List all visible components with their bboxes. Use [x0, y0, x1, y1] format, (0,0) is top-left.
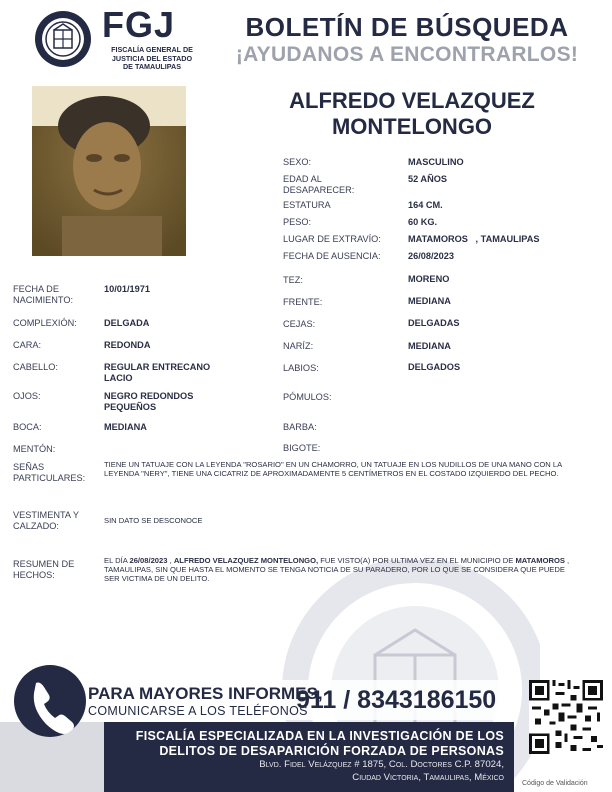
value-fecha-ausencia: 26/08/2023	[408, 251, 454, 261]
label-nariz: NARÍZ:	[283, 341, 314, 351]
phone-icon-circle	[14, 665, 86, 737]
label-cabello: CABELLO:	[13, 362, 58, 372]
value-cejas: DELGADAS	[408, 318, 460, 328]
value-lugar: MATAMOROS , TAMAULIPAS	[408, 234, 540, 244]
contact-phone[interactable]: 911 / 8343186150	[296, 686, 497, 714]
value-ojos: NEGRO REDONDOS PEQUEÑOS	[104, 391, 194, 412]
label-cara: CARA:	[13, 340, 42, 350]
value-estatura: 164 CM.	[408, 200, 443, 210]
label-menton: MENTÓN:	[13, 444, 56, 454]
label-tez: TEZ:	[283, 275, 303, 285]
label-lugar: LUGAR DE EXTRAVÍO:	[283, 234, 381, 244]
contact-label: COMUNICARSE A LOS TELÉFONOS	[88, 704, 308, 718]
bulletin-title: BOLETÍN DE BÚSQUEDA	[245, 12, 569, 42]
phone-icon	[14, 665, 86, 737]
value-peso: 60 KG.	[408, 217, 438, 227]
value-boca: MEDIANA	[104, 422, 147, 432]
label-estatura: ESTATURA	[283, 200, 331, 210]
fgj-emblem-icon	[34, 10, 92, 68]
label-nacimiento: FECHA DE NACIMIENTO:	[13, 284, 74, 305]
label-cejas: CEJAS:	[283, 319, 316, 329]
label-barba: BARBA:	[283, 422, 317, 432]
label-resumen: RESUMEN DE HECHOS:	[13, 559, 75, 580]
value-cabello: REGULAR ENTRECANO LACIO	[104, 362, 211, 383]
value-nacimiento: 10/01/1971	[104, 284, 150, 294]
value-nariz: MEDIANA	[408, 341, 451, 351]
value-vestimenta: SIN DATO SE DESCONOCE	[104, 516, 203, 525]
agency-name: FISCALÍA ESPECIALIZADA EN LA INVESTIGACIÓN DE LOS DELITOS DE DESAPARICIÓN FORZADA DE PERSONAS	[135, 729, 504, 758]
qr-caption: Código de Validación	[522, 780, 588, 787]
value-resumen: EL DÍA 26/08/2023 , ALFREDO VELAZQUEZ MONTELONGO, FUE VISTO(A) POR ULTIMA VEZ EN EL MUNICIPIO DE MATAMOROS , TAMAULIPAS, SIN QUE HASTA EL MOMENTO SE TENGA NOTICIA DE SU PARADERO, POR LO QUE SE CONSIDERA QUE PUEDE SER VICTIMA DE UN DELITO.	[104, 556, 570, 583]
label-frente: FRENTE:	[283, 297, 323, 307]
label-complexion: COMPLEXIÓN:	[13, 318, 77, 328]
person-name: ALFREDO VELAZQUEZ MONTELONGO	[289, 88, 535, 139]
value-edad: 52 AÑOS	[408, 174, 447, 184]
bulletin-subtitle: ¡AYUDANOS A ENCONTRARLOS!	[235, 43, 579, 66]
label-fecha-ausencia: FECHA DE AUSENCIA:	[283, 251, 381, 261]
value-frente: MEDIANA	[408, 296, 451, 306]
label-peso: PESO:	[283, 217, 312, 227]
logo-text: FGJ	[102, 4, 176, 45]
missing-person-photo	[32, 86, 186, 256]
label-bigote: BIGOTE:	[283, 443, 321, 453]
more-info-label: PARA MAYORES INFORMES,	[88, 684, 323, 703]
logo-subtitle: FISCALÍA GENERAL DE JUSTICIA DEL ESTADO DE TAMAULIPAS	[111, 45, 193, 71]
label-labios: LABIOS:	[283, 363, 319, 373]
label-ojos: OJOS:	[13, 391, 41, 401]
value-labios: DELGADOS	[408, 362, 461, 372]
value-cara: REDONDA	[104, 340, 151, 350]
label-edad: EDAD AL DESAPARECER:	[283, 174, 355, 195]
label-senas: SEÑAS PARTICULARES:	[13, 462, 86, 483]
agency-address: Blvd. Fidel Velázquez # 1875, Col. Doctores C.P. 87024, Ciudad Victoria, Tamaulipas, México	[259, 759, 504, 783]
qr-code[interactable]	[529, 680, 603, 754]
label-sexo: SEXO:	[283, 157, 312, 167]
label-pomulos: PÓMULOS:	[283, 392, 332, 402]
label-boca: BOCA:	[13, 422, 42, 432]
value-tez: MORENO	[408, 274, 450, 284]
label-vestimenta: VESTIMENTA Y CALZADO:	[13, 510, 80, 531]
value-complexion: DELGADA	[104, 318, 150, 328]
value-sexo: MASCULINO	[408, 157, 464, 167]
value-senas: TIENE UN TATUAJE CON LA LEYENDA "ROSARIO" EN UN CHAMORRO, UN TATUAJE EN LOS NUDILLOS DE UNA MANO CON LA LEYENDA "NERY", TIENE UNA CICATRIZ DE APROXIMADAMENTE 5 CENTÍMETROS EN EL COSTADO IZQUIERDO DEL PECHO.	[104, 460, 562, 478]
